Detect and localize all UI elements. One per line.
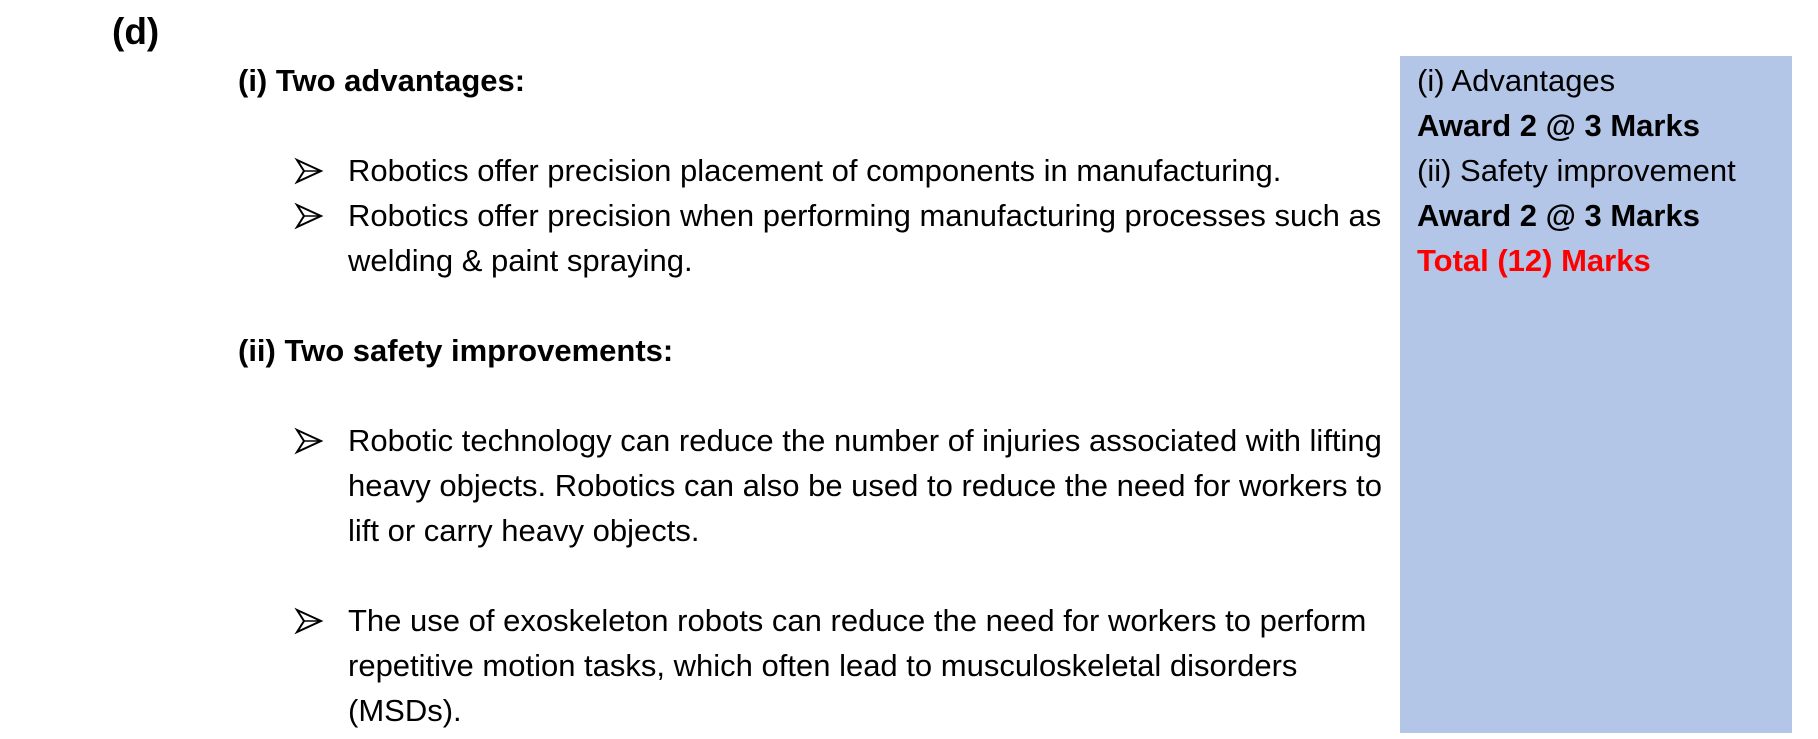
marks-safety-award: Award 2 @ 3 Marks bbox=[1417, 198, 1700, 233]
section-i-heading: (i) Two advantages: bbox=[238, 63, 526, 98]
spacer bbox=[238, 553, 1388, 598]
question-part-label: (d) bbox=[112, 11, 160, 52]
arrow-bullet-icon bbox=[294, 156, 324, 186]
list-item bbox=[238, 598, 1388, 733]
marks-safety-label: (ii) Safety improvement bbox=[1417, 153, 1736, 188]
answer-content bbox=[238, 58, 1388, 733]
bullet-text: Robotics offer precision when performing manufacturing processes such as welding & paint spraying. bbox=[348, 198, 1382, 278]
marks-total: Total (12) Marks bbox=[1417, 243, 1651, 278]
marks-advantages-award: Award 2 @ 3 Marks bbox=[1417, 108, 1700, 143]
bullet-text: Robotics offer precision placement of components in manufacturing. bbox=[348, 153, 1282, 188]
arrow-bullet-icon bbox=[294, 201, 324, 231]
bullet-text: The use of exoskeleton robots can reduce the need for workers to perform repetitive motion tasks, which often lead to musculoskeletal disorders (MSDs). bbox=[348, 603, 1367, 728]
section-ii-heading: (ii) Two safety improvements: bbox=[238, 333, 674, 368]
spacer bbox=[238, 373, 1388, 418]
list-item bbox=[238, 193, 1388, 283]
arrow-bullet-icon bbox=[294, 606, 324, 636]
spacer bbox=[238, 103, 1388, 148]
marking-scheme-panel bbox=[1400, 56, 1792, 733]
bullet-text: Robotic technology can reduce the number of injuries associated with lifting heavy objects. Robotics can also be used to reduce the need for workers to lift or carry heavy objects. bbox=[348, 423, 1382, 548]
list-item bbox=[238, 418, 1388, 553]
arrow-bullet-icon bbox=[294, 426, 324, 456]
list-item bbox=[238, 148, 1388, 193]
marks-advantages-label: (i) Advantages bbox=[1417, 63, 1616, 98]
spacer bbox=[238, 283, 1388, 328]
